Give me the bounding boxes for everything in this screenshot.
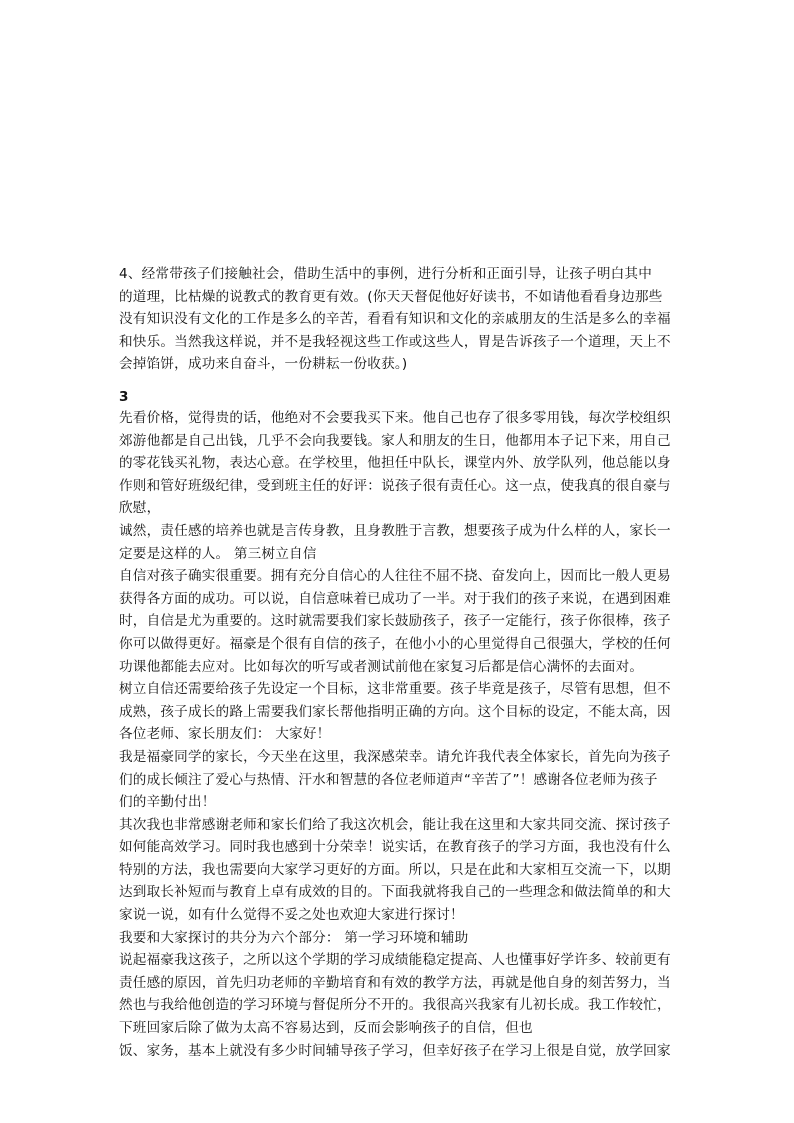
text-line: 4、经常带孩子们接触社会，借助生活中的事例，进行分析和正面引导，让孩子明白其中	[119, 266, 653, 282]
text-line: 如何能高效学习。同时我也感到十分荣幸！说实话，在教育孩子的学习方面，我也没有什么	[119, 839, 671, 856]
text-line: 先看价格，觉得贵的话，他绝对不会要我买下来。他自己也存了很多零用钱，每次学校组织	[119, 410, 671, 426]
paragraph-section-3	[119, 407, 679, 1062]
text-line: 获得各方面的成功。可以说，自信意味着已成功了一半。对于我们的孩子来说，在遇到困难	[119, 590, 671, 607]
text-line: 的零花钱买礼物，表达心意。在学校里，他担任中队长，课堂内外、放学队列，他总能以身	[119, 455, 671, 472]
text-line: 达到取长补短而与教育上卓有成效的目的。下面我就将我自己的一些理念和做法简单的和大	[119, 884, 671, 901]
paragraph-section-4	[119, 263, 679, 376]
text-line: 时，自信是尤为重要的。这时就需要我们家长鼓励孩子，孩子一定能行，孩子你很棒，孩子	[119, 613, 671, 630]
section-number	[119, 386, 679, 409]
text-line: 功课他都能去应对。比如每次的听写或者测试前他在家复习后都是信心满怀的去面对。	[119, 658, 644, 675]
text-line: 家说一说，如有什么觉得不妥之处也欢迎大家进行探讨！	[119, 907, 464, 924]
text-line: 我要和大家探讨的共分为六个部分： 第一学习环境和辅助	[119, 929, 469, 946]
text-line: 树立自信还需要给孩子先设定一个目标，这非常重要。孩子毕竟是孩子，尽管有思想，但不	[119, 681, 671, 698]
text-line: 自信对孩子确实很重要。拥有充分自信心的人往往不屈不挠、奋发向上，因而比一般人更易	[119, 568, 671, 585]
text-line: 特别的方法，我也需要向大家学习更好的方面。所以，只是在此和大家相互交流一下，以期	[119, 861, 671, 878]
text-line: 你可以做得更好。福豪是个很有自信的孩子，在他小小的心里觉得自己很强大，学校的任何	[119, 635, 671, 652]
section-number-text: 3	[119, 389, 129, 405]
text-line: 欣慰，	[119, 500, 161, 517]
text-line: 作则和管好班级纪律，受到班主任的好评：说孩子很有责任心。这一点，使我真的很自豪与	[119, 477, 671, 494]
text-line: 的道理，比枯燥的说教式的教育更有效。(你天天督促他好好读书，不如请他看看身边那些	[119, 288, 663, 305]
text-line: 我是福豪同学的家长，今天坐在这里，我深感荣幸。请允许我代表全体家长，首先向为孩子	[119, 748, 671, 765]
text-line: 饭、家务，基本上就没有多少时间辅导孩子学习，但幸好孩子在学习上很是自觉，放学回家	[119, 1042, 671, 1059]
text-line: 郊游他都是自己出钱，几乎不会向我要钱。家人和朋友的生日，他都用本子记下来，用自己	[119, 432, 671, 449]
text-line: 诚然，责任感的培养也就是言传身教，且身教胜于言教，想要孩子成为什么样的人，家长一	[119, 522, 671, 539]
text-line: 和快乐。当然我这样说，并不是我轻视这些工作或这些人，胃是告诉孩子一个道理，天上不	[119, 333, 671, 350]
text-line: 说起福豪我这孩子，之所以这个学期的学习成绩能稳定提高、人也懂事好学许多、较前更有	[119, 952, 671, 969]
text-line: 成熟，孩子成长的路上需要我们家长帮他指明正确的方向。这个目标的设定，不能太高，因	[119, 703, 671, 720]
text-line: 没有知识没有文化的工作是多么的辛苦，看看有知识和文化的亲戚朋友的生活是多么的幸福	[119, 311, 671, 328]
text-line: 下班回家后除了做为太高不容易达到，反而会影响孩子的自信，但也	[119, 1020, 533, 1037]
text-line: 各位老师、家长朋友们： 大家好！	[119, 726, 331, 743]
text-line: 定要是这样的人。 第三树立自信	[119, 545, 317, 562]
text-line: 们的成长倾注了爱心与热情、汗水和智慧的各位老师道声“辛苦了”！感谢各位老师为孩子	[119, 771, 658, 788]
text-line: 责任感的原因，首先归功老师的辛勤培育和有效的教学方法，再就是他自身的刻苦努力，当	[119, 974, 671, 991]
text-line: 然也与我给他创造的学习环境与督促所分不开的。我很高兴我家有儿初长成。我工作较忙，	[119, 997, 671, 1014]
text-line: 们的辛勤付出！	[119, 794, 216, 811]
text-line: 会掉馅饼，成功来自奋斗，一份耕耘一份收获。)	[119, 356, 408, 373]
text-line: 其次我也非常感谢老师和家长们给了我这次机会，能让我在这里和大家共同交流、探讨孩子	[119, 816, 671, 833]
